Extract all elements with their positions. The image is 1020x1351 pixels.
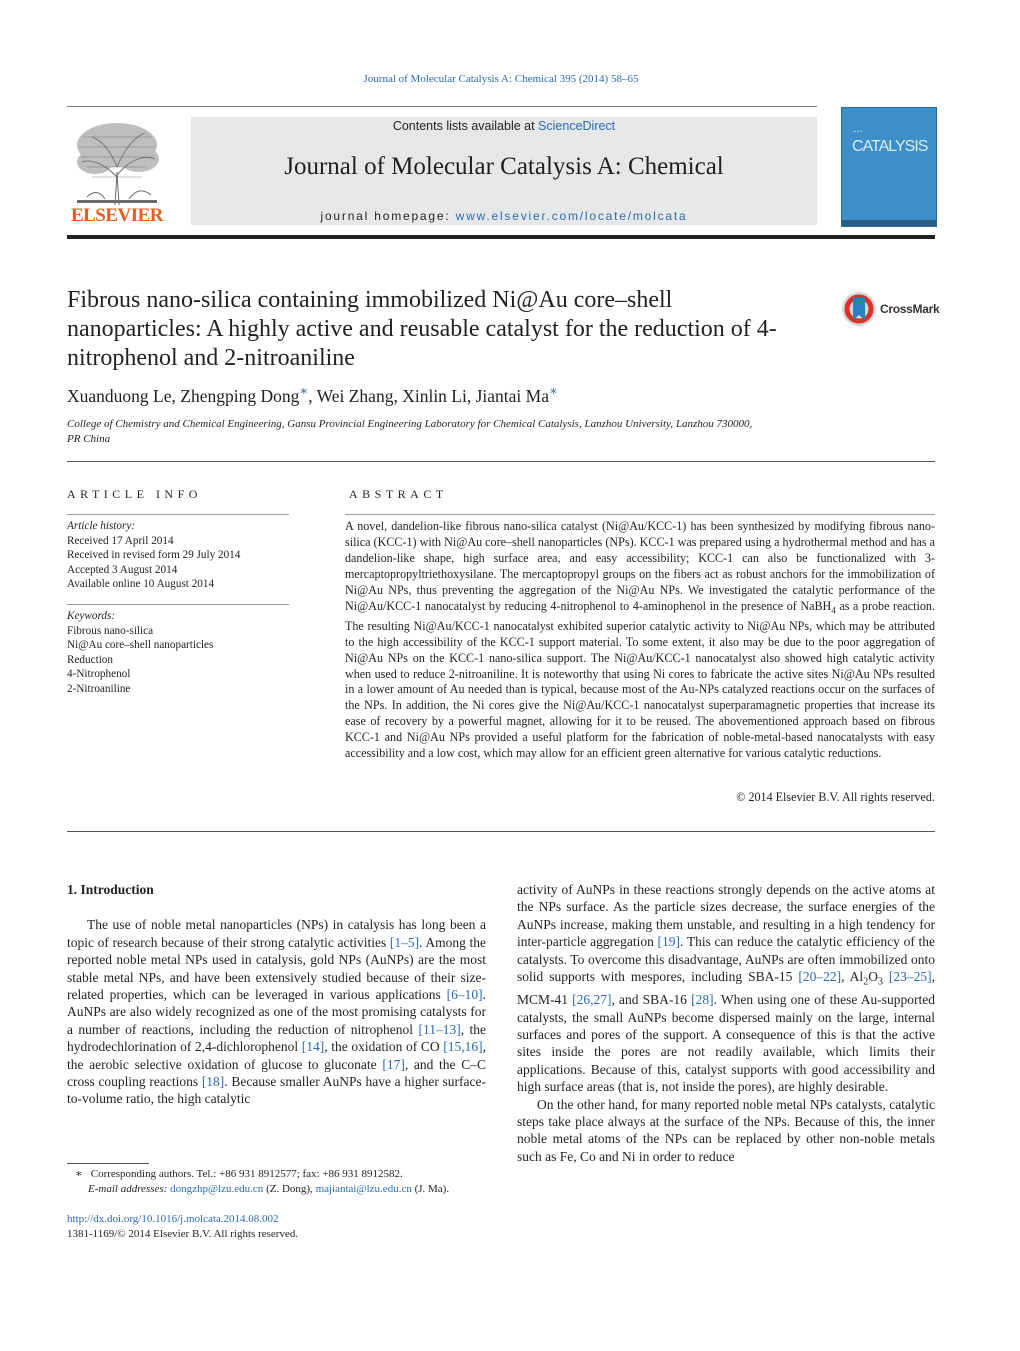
author-name: Xuanduong Le	[67, 386, 172, 406]
history-label: Article history:	[67, 520, 136, 532]
issn-line: 1381-1169/© 2014 Elsevier B.V. All rights reserved.	[67, 1227, 299, 1240]
abstract-rule	[345, 514, 935, 515]
body-text: , MCM-41	[517, 969, 936, 1008]
elsevier-wordmark: ELSEVIER	[70, 205, 164, 226]
article-info-rule	[67, 514, 289, 515]
history-item: Available online 10 August 2014	[67, 578, 215, 590]
body-text: , the hydrodechlorination of 2,4-dichlorophenol	[67, 1021, 487, 1055]
subscript: 3	[877, 976, 883, 988]
journal-citation[interactable]: Journal of Molecular Catalysis A: Chemical 395 (2014) 58–65	[363, 73, 639, 85]
body-text: O	[868, 969, 878, 985]
body-text: activity of AuNPs in these reactions strongly depends on the active atoms at the NPs surface. As the particle sizes decrease, the surface energies of the AuNPs increase, making them unstable, and resulting in a high tendency for inter-particle aggregation	[517, 882, 935, 950]
author-separator: ,	[308, 386, 317, 406]
citation-reference[interactable]: [23–25]	[888, 969, 932, 985]
body-text: . AuNPs are also widely recognized as one of the most promising catalysts for a number of reactions, including the reduction of nitrophenol	[67, 987, 486, 1037]
crossmark-icon	[840, 290, 878, 328]
corresponding-author-marker[interactable]: ∗	[549, 383, 558, 399]
sciencedirect-link[interactable]: ScienceDirect	[538, 119, 616, 133]
body-column-right	[517, 881, 935, 1165]
keyword: 4-Nitrophenol	[67, 668, 131, 680]
abstract-part: A novel, dandelion-like fibrous nano-silica catalyst (Ni@Au/KCC-1) has been synthesized by modifying fibrous nano-silica (KCC-1) with Ni@Au core–shell nanoparticles (NPs). KCC-1 was prepared using a hydrothermal method and has a dandelion-like shape, high surface area, and easy accessibility; KCC-1 can also be functionalized with 3-mercaptopropyltriethoxysilane. The mercaptopropyl groups on the fibers act as robust anchors for the immobilization of Ni@Au NPs, thus preventing the aggregation of the Ni@Au NPs. We investigated the catalytic performance of the Ni@Au/KCC-1 nanocatalyst by reducing 4-nitrophenol to 4-aminophenol in the presence of NaBH	[345, 519, 935, 613]
intro-paragraph-1	[67, 916, 486, 1107]
homepage-prefix: journal homepage:	[320, 209, 456, 223]
intro-paragraph-2: On the other hand, for many reported noble metal NPs catalysts, catalytic steps take place always at the surface of the NPs. Because of this, the inner noble metal atoms of the NPs can be replaced by other non-noble metals such as Fe, Co and Ni in order to reduce	[517, 1096, 935, 1164]
header-thick-rule	[67, 235, 935, 239]
abstract-part: as a probe reaction. The resulting Ni@Au/KCC-1 nanocatalyst exhibited superior catalytic activity to Ni@Au NPs, which may be attributed to the high accessibility of the KCC-1 support material. To some extent, it also may be due to the poor aggregation of Ni@Au NPs on the KCC-1 nano-silica support. The Ni@Au/KCC-1 nanocatalyst also showed high catalytic activity when used to reduce 2-nitroaniline. It is noteworthy that using Ni cores to fabricate the active sites Ni@Au NPs resulted in a lower amount of Au needed than is typical, because most of the Au-NPs catalyzed reactions occur on the surfaces of the NPs. In addition, the Ni cores give the Ni@Au/KCC-1 nanocatalyst superparamagnetic properties that increase its ease of recovery by a powerful magnet, allowing for it to be reused. The abovementioned approach based on fibrous KCC-1 and Ni@Au NPs provided a useful platform for the fabrication of noble-metal-based nanocatalysts with easy accessibility and a low cost, which may allow for an efficient green alternative for various catalytic reductions.	[345, 598, 935, 761]
corresponding-line	[67, 1167, 487, 1182]
author-list	[67, 383, 558, 407]
email-line	[67, 1182, 487, 1197]
citation-reference[interactable]: [19]	[657, 934, 681, 950]
author-separator: ,	[466, 386, 476, 406]
body-text: . Because smaller AuNPs have a higher surface-to-volume ratio, the high catalytic	[67, 1074, 486, 1107]
article-title: Fibrous nano-silica containing immobilized Ni@Au core–shell nanoparticles: A highly active and reusable catalyst for the reduction of 4-nitrophenol and 2-nitroaniline	[67, 287, 777, 371]
history-item: Received in revised form 29 July 2014	[67, 549, 241, 561]
citation-reference[interactable]: [20–22]	[798, 969, 842, 985]
journal-banner	[191, 117, 817, 225]
journal-cover-image[interactable]	[841, 107, 937, 227]
author-name: Zhengping Dong	[180, 386, 300, 406]
author-name: Jiantai Ma	[475, 386, 549, 406]
article-history	[67, 519, 289, 592]
body-text: , the aerobic selective oxidation of glucose to gluconate	[67, 1039, 486, 1072]
header-divider	[67, 106, 817, 107]
email-label: E-mail addresses:	[88, 1182, 171, 1195]
keyword: Ni@Au core–shell nanoparticles	[67, 639, 214, 651]
author-separator: ,	[171, 386, 181, 406]
author-name: Wei Zhang	[316, 386, 394, 406]
contents-prefix: Contents lists available at	[392, 119, 539, 133]
body-text: , and SBA-16	[611, 992, 692, 1008]
citation-reference[interactable]: [15,16]	[443, 1039, 483, 1055]
keyword: 2-Nitroaniline	[67, 682, 131, 695]
history-item: Accepted 3 August 2014	[67, 563, 178, 576]
contents-line	[191, 119, 817, 133]
email-owner: (Z. Dong),	[263, 1182, 316, 1195]
keyword: Fibrous nano-silica	[67, 624, 154, 637]
history-item: Received 17 April 2014	[67, 534, 174, 547]
email-link-ma[interactable]: majiantai@lzu.edu.cn	[315, 1182, 412, 1195]
cover-title: CATALYSIS	[852, 138, 928, 155]
article-info-heading: ARTICLE INFO	[67, 487, 202, 501]
body-text: , the oxidation of CO	[324, 1039, 444, 1055]
corresponding-author-footnote	[67, 1167, 487, 1196]
affiliation: College of Chemistry and Chemical Engineering, Gansu Provincial Engineering Laboratory for Chemical Catalysis, Lanzhou University, Lanzhou 730000, PR China	[67, 418, 753, 445]
author-name: Xinlin Li	[402, 386, 467, 406]
doi-link[interactable]: http://dx.doi.org/10.1016/j.molcata.2014.08.002	[67, 1213, 279, 1225]
body-text: . Among the reported noble metal NPs used in catalysis, gold NPs (AuNPs) are the most stable metal NPs, and have been extensively studied because of their size-related properties, which can be leveraged in various applications	[67, 934, 486, 1003]
elsevier-logo[interactable]	[67, 117, 167, 227]
title-divider	[67, 461, 935, 462]
intro-paragraph-1-cont	[517, 881, 935, 1096]
body-column-left	[67, 881, 486, 1108]
homepage-link[interactable]: www.elsevier.com/locate/molcata	[455, 209, 688, 223]
corresponding-text: Corresponding authors. Tel.: +86 931 8912577; fax: +86 931 8912582.	[90, 1168, 403, 1180]
citation-reference[interactable]: [18]	[201, 1074, 225, 1090]
body-text: . This can reduce the catalytic efficiency of the catalysts. To overcome this disadvantage, AuNPs are often immobilized onto solid supports with mespores, including SBA-15	[517, 934, 935, 985]
citation-reference[interactable]: [6–10]	[446, 987, 483, 1003]
cover-subtitle: ▪ ▪ ▪	[854, 129, 863, 135]
keyword: Reduction	[67, 653, 113, 666]
citation-reference[interactable]: [26,27]	[572, 992, 612, 1008]
body-text: , Al	[841, 969, 864, 985]
doi-block	[67, 1212, 298, 1241]
email-link-dong[interactable]: dongzhp@lzu.edu.cn	[170, 1182, 264, 1195]
keywords-label: Keywords:	[67, 610, 116, 622]
footnote-rule	[67, 1163, 149, 1164]
citation-reference[interactable]: [14]	[301, 1039, 325, 1055]
citation-reference[interactable]: [28]	[691, 992, 714, 1008]
crossmark-badge[interactable]	[840, 290, 940, 330]
keywords	[67, 609, 289, 696]
citation-reference[interactable]: [17]	[382, 1056, 405, 1072]
abstract-copyright: © 2014 Elsevier B.V. All rights reserved.	[736, 790, 935, 804]
cover-strip	[842, 220, 936, 226]
email-owner: (J. Ma).	[411, 1182, 450, 1195]
corresponding-author-marker[interactable]: ∗	[299, 383, 309, 399]
abstract-subscript: 4	[831, 604, 836, 615]
abstract-text	[345, 519, 935, 762]
abstract-divider	[67, 831, 935, 832]
journal-name: Journal of Molecular Catalysis A: Chemical	[284, 153, 724, 180]
keywords-rule	[67, 604, 289, 605]
abstract-heading: ABSTRACT	[349, 487, 448, 501]
section-heading-introduction: 1. Introduction	[67, 882, 154, 897]
body-text: , and the C–C cross coupling reactions	[67, 1056, 486, 1090]
author-separator: ,	[393, 386, 403, 406]
citation-reference[interactable]: [1–5]	[389, 934, 420, 950]
elsevier-tree-icon	[67, 117, 167, 207]
crossmark-label: CrossMark	[880, 302, 940, 316]
body-text: . When using one of these Au-supported catalysts, the small AuNPs become dispersed mainly on the large, internal surfaces and pores of the support. A consequence of this is that the active sites inside the pores are not readily available, which limits their applications. Because of this, catalyst supports with good accessibility and high surface areas (that is, not inside the pores), are highly desirable.	[517, 992, 935, 1095]
citation-reference[interactable]: [11–13]	[418, 1021, 461, 1037]
journal-homepage	[191, 209, 817, 223]
body-text: The use of noble metal nanoparticles (NPs) in catalysis has long been a topic of research because of their strong catalytic activities	[67, 917, 486, 950]
footnote-star: ∗	[75, 1168, 83, 1180]
subscript: 2	[863, 976, 869, 988]
